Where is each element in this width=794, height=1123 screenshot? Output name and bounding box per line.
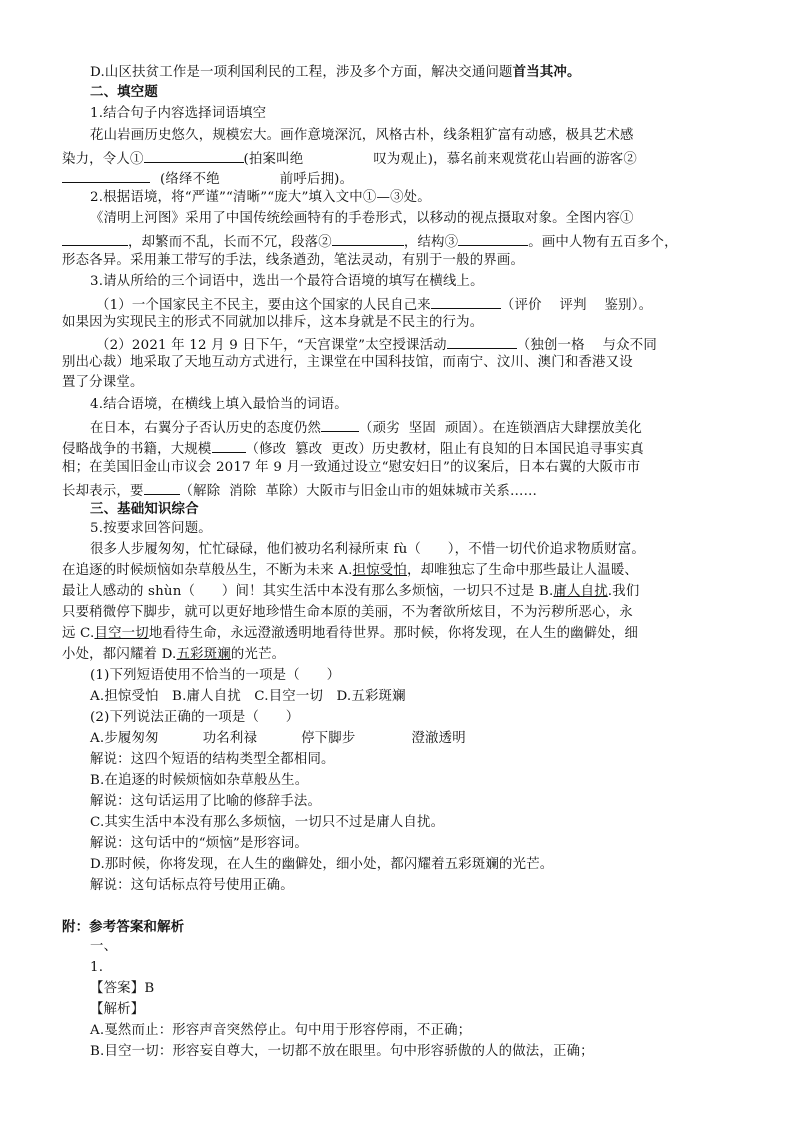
question-3-item2-line2: 别出心裁）地采取了天地互动方式进行，主课堂在中国科技馆，而南宁、汶川、澳门和香港又设: [62, 355, 633, 370]
section-2-heading: 二、填空题: [90, 84, 158, 100]
answer-item-number: 1.: [90, 960, 104, 975]
passage-text: 在追逐的时候烦恼如杂草般丛生，不断为未来 A.: [62, 563, 353, 578]
question-3-item2-line3: 置了分课堂。: [62, 375, 144, 390]
question-2-text-line3: 形态各异。采用兼工带写的手法，线条遒劲，笔法灵动，有别于一般的界画。: [62, 253, 525, 268]
passage-line2: [62, 561, 638, 581]
analysis-option-b: B.目空一切：形容妄自尊大，一切都不放在眼里。句中形容骄傲的人的做法，正确；: [90, 1044, 594, 1059]
passage-line4: 只要稍微停下脚步，就可以更好地珍惜生命本原的美丽，不为奢欲所炫目，不为污秽所恶心，永: [62, 605, 633, 620]
q2-text-part-a: ，却繁而不乱，长而不冗，段落②: [128, 235, 332, 250]
explanation-b: 解说：这句话运用了比喻的修辞手法。: [90, 794, 322, 809]
q1-option-2b: 前呼后拥)。: [279, 172, 354, 187]
question-1-title: 1.结合句子内容选择词语填空: [90, 106, 267, 121]
q4-text-c: 长却表示，要: [62, 484, 144, 499]
underlined-phrase-b: 庸人自扰: [553, 584, 608, 599]
question-5-title: 5.按要求回答问题。: [90, 521, 212, 536]
question-1-text-line1: 花山岩画历史悠久，规模宏大。画作意境深沉，风格古朴，线条粗犷富有动感，极具艺术感: [90, 128, 634, 143]
question-2-title: 2.根据语境，将“严谨”“清晰”“庞大”填入文中①—③处。: [90, 190, 431, 205]
q4-options-a: （顽劣 坚固 顽固）。在连锁酒店大肆摆放美化: [359, 421, 642, 436]
q1-option-1a: (拍案叫绝: [243, 152, 304, 167]
option-b: B.在追逐的时候烦恼如杂草般丛生。: [90, 773, 309, 788]
answer-blank-6[interactable]: [431, 293, 501, 309]
question-3-item1-line2: 如果因为实现民主的形式不同就加以排斥，这本身就是不民主的行为。: [62, 315, 484, 330]
answer-blank-3[interactable]: [62, 230, 128, 246]
option-c: C.其实生活中本没有那么多烦恼，一切只不过是庸人自扰。: [90, 815, 445, 830]
explanation-d: 解说：这句话标点符号使用正确。: [90, 878, 294, 893]
q4-options-c: （解除 消除 革除）大阪市与旧金山市的姐妹城市关系……: [179, 484, 538, 499]
passage-text: 最让人感动的 shùn（ ）间！其实生活中本没有那么多烦恼，一切只不过是 B.: [62, 584, 554, 599]
explanation-a: 解说：这四个短语的结构类型全都相同。: [90, 752, 335, 767]
option-d-text: D.山区扶贫工作是一项利国利民的工程，涉及多个方面，解决交通问题: [90, 65, 513, 80]
underlined-phrase-c: 目空一切: [94, 626, 149, 641]
underlined-phrase-a: 担惊受怕: [352, 563, 407, 578]
q1-option-2a: (络绎不绝: [160, 172, 220, 187]
q4-options-b: （修改 篡改 更改）历史教材，阻止有良知的日本国民追寻事实真: [245, 442, 644, 457]
q3-item2-options: （独创一格 与众不同: [516, 338, 657, 353]
q4-text-b: 侵略战争的书籍，大规模: [62, 442, 212, 457]
phrase-2: 功名利禄: [202, 731, 258, 746]
question-4-title: 4.结合语境，在横线上填入最恰当的词语。: [90, 397, 348, 412]
option-d: D.那时候，你将发现，在人生的幽僻处，细小处，都闪耀着五彩斑斓的光芒。: [90, 857, 554, 872]
answer-blank-9[interactable]: [212, 437, 246, 453]
passage-line1: 很多人步履匆匆，忙忙碌碌，他们被功名利禄所束 fù（ ），不惜一切代价追求物质财富。: [90, 542, 645, 557]
answer-section-heading: 一、: [90, 939, 118, 954]
passage-text: 地看待生命，永远澄澈透明地看待世界。那时候，你将发现，在人生的幽僻处，细: [148, 626, 639, 641]
sub-question-1: (1)下列短语使用不恰当的一项是（ ）: [90, 668, 341, 683]
explanation-c: 解说：这句话中的“烦恼”是形容词。: [90, 836, 308, 851]
q1-text-part: 染力，令人①: [62, 152, 144, 167]
passage-line5: [62, 624, 638, 644]
answer-blank-10[interactable]: [144, 479, 180, 495]
question-4-line2: [62, 437, 644, 460]
underlined-phrase-d: 五彩斑斓: [176, 647, 231, 662]
sub-question-2-option-a: [90, 729, 466, 749]
q3-item2-text: （2）2021 年 12 月 9 日下午，“天宫课堂”太空授课活动: [96, 338, 447, 353]
analysis-label: 【解析】: [90, 1002, 145, 1017]
answer-blank-5[interactable]: [458, 230, 528, 246]
passage-text: 小处，都闪耀着 D.: [62, 647, 177, 662]
q4-text-a: 在日本，右翼分子否认历史的态度仍然: [90, 421, 322, 436]
appendix-heading: 附：参考答案和解析: [62, 919, 185, 935]
question-3-title: 3.请从所给的三个词语中，选出一个最符合语境的填写在横线上。: [90, 274, 484, 289]
passage-text: 远 C.: [62, 626, 95, 641]
sub-question-2: (2)下列说法正确的一项是（ ）: [90, 710, 300, 725]
answer-blank-8[interactable]: [321, 416, 359, 432]
passage-text: .我们: [607, 584, 640, 599]
question-4-line3: 相；在美国旧金山市议会 2017 年 9 月一致通过设立“慰安妇日”的议案后，日本右翼的大阪市市: [62, 460, 641, 475]
phrase-3: 停下脚步: [301, 731, 356, 746]
q3-item1-options: （评价 评判 鉴别）。: [500, 298, 653, 313]
question-4-line1: [90, 416, 642, 439]
answer-label: 【答案】B: [90, 981, 155, 996]
passage-line6: [62, 645, 285, 665]
option-d-line: [90, 62, 581, 83]
answer-blank-7[interactable]: [447, 333, 517, 349]
q1-option-1b: 叹为观止)，慕名前来观赏花山岩画的游客②: [373, 152, 637, 167]
option-d-bold: 首当其冲。: [512, 64, 581, 80]
sub-question-1-options: A.担惊受怕 B.庸人自扰 C.目空一切 D.五彩斑斓: [90, 689, 406, 704]
answer-blank-1[interactable]: [144, 147, 244, 163]
passage-line3: [62, 582, 639, 602]
analysis-option-a: A.戛然而止：形容声音突然停止。句中用于形容停雨，不正确；: [90, 1023, 472, 1038]
phrase-4: 澄澈透明: [411, 731, 466, 746]
phrase-1: A.步履匆匆: [90, 731, 159, 746]
answer-blank-4[interactable]: [332, 230, 404, 246]
answer-blank-2[interactable]: [62, 167, 150, 183]
question-2-text-line2: [62, 230, 678, 253]
section-3-heading: 三、基础知识综合: [90, 501, 199, 517]
passage-text: 的光芒。: [230, 647, 286, 662]
q2-text-part-c: 。画中人物有五百多个，: [528, 235, 678, 250]
question-2-text-line1: 《清明上河图》采用了中国传统绘画特有的手卷形式，以移动的视点摄取对象。全图内容①: [90, 211, 634, 226]
question-1-text-line3: [62, 167, 353, 190]
q3-item1-text: （1）一个国家民主不民主，要由这个国家的人民自己来: [96, 298, 431, 313]
q2-text-part-b: ，结构③: [403, 235, 459, 250]
passage-text: ，却唯独忘了生命中那些最让人温暖、: [406, 563, 639, 578]
